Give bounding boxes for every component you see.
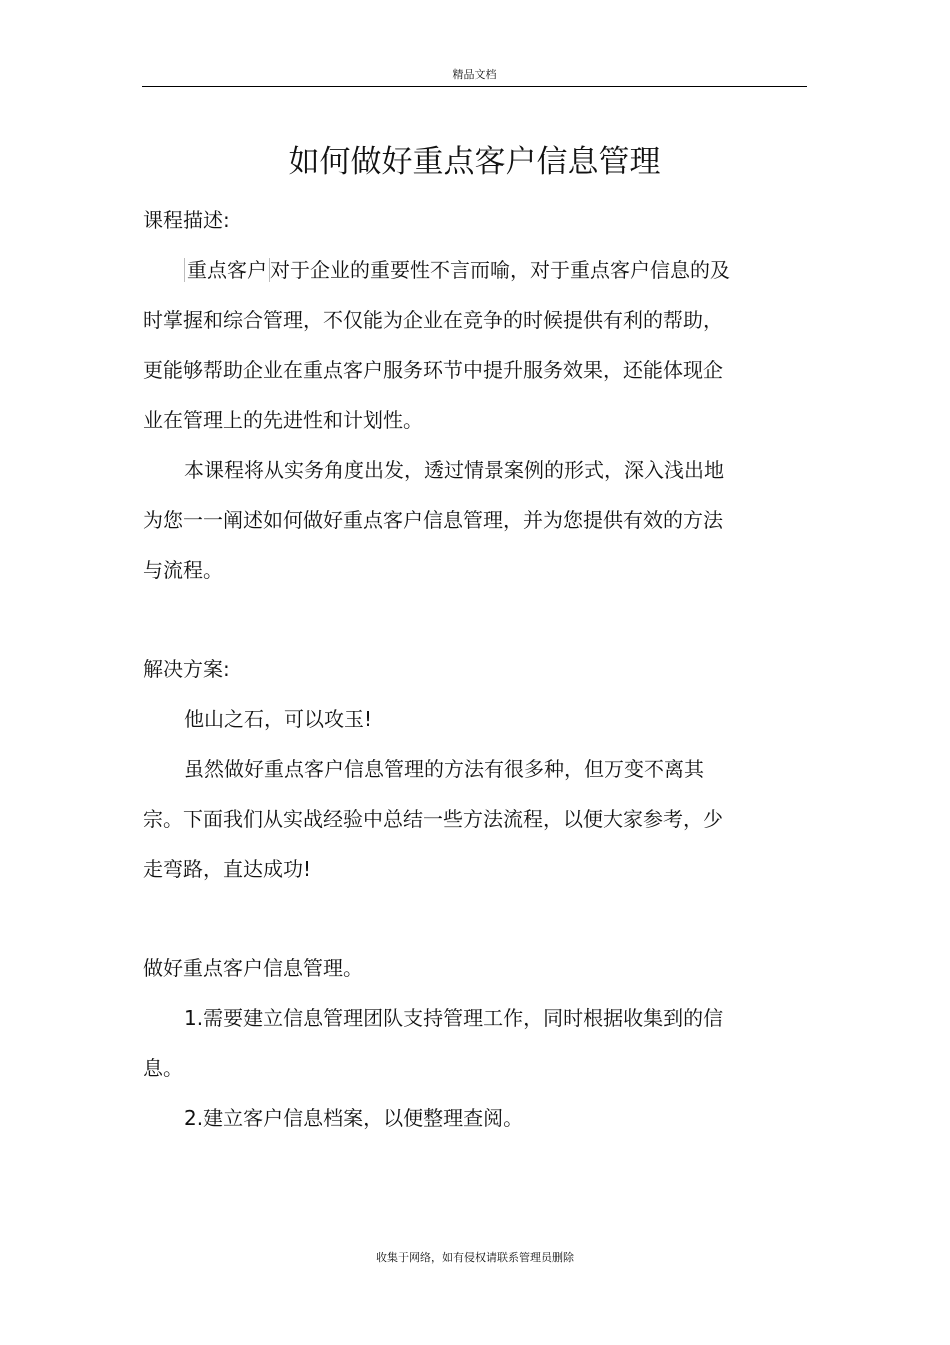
- management-heading: 做好重点客户信息管理。: [143, 956, 363, 980]
- list-item-continuation: 息。: [143, 1056, 183, 1080]
- paragraph-line: [184, 256, 730, 284]
- list-item: 1.需要建立信息管理团队支持管理工作，同时根据收集到的信: [184, 1006, 724, 1030]
- header-label: 精品文档: [452, 68, 497, 81]
- footer-text: 收集于网络，如有侵权请联系管理员删除: [376, 1251, 574, 1264]
- list-item: 2.建立客户信息档案，以便整理查阅。: [184, 1106, 524, 1130]
- page-footer: [0, 1250, 950, 1266]
- paragraph-line: 走弯路，直达成功!: [143, 857, 312, 881]
- paragraph-line: 业在管理上的先进性和计划性。: [143, 408, 423, 432]
- paragraph-line: 本课程将从实务角度出发，透过情景案例的形式，深入浅出地: [184, 458, 724, 482]
- paragraph-line: 时掌握和综合管理，不仅能为企业在竞争的时候提供有利的帮助，: [143, 308, 723, 332]
- paragraph-line: 更能够帮助企业在重点客户服务环节中提升服务效果，还能体现企: [143, 358, 723, 382]
- paragraph-line: 宗。下面我们从实战经验中总结一些方法流程，以便大家参考，少: [143, 807, 723, 831]
- paragraph-line: 与流程。: [143, 558, 223, 582]
- document-title: 如何做好重点客户信息管理: [288, 144, 661, 180]
- paragraph-line-text: 对于企业的重要性不言而喻，对于重点客户信息的及: [270, 258, 730, 282]
- paragraph-line: 虽然做好重点客户信息管理的方法有很多种，但万变不离其: [184, 757, 704, 781]
- paragraph-line: 他山之石，可以攻玉!: [184, 707, 373, 731]
- highlighted-term: 重点客户: [184, 258, 270, 282]
- page-header: [142, 68, 807, 87]
- solution-heading: 解决方案:: [143, 657, 230, 681]
- course-description-heading: 课程描述:: [143, 208, 230, 232]
- paragraph-line: 为您一一阐述如何做好重点客户信息管理，并为您提供有效的方法: [143, 508, 723, 532]
